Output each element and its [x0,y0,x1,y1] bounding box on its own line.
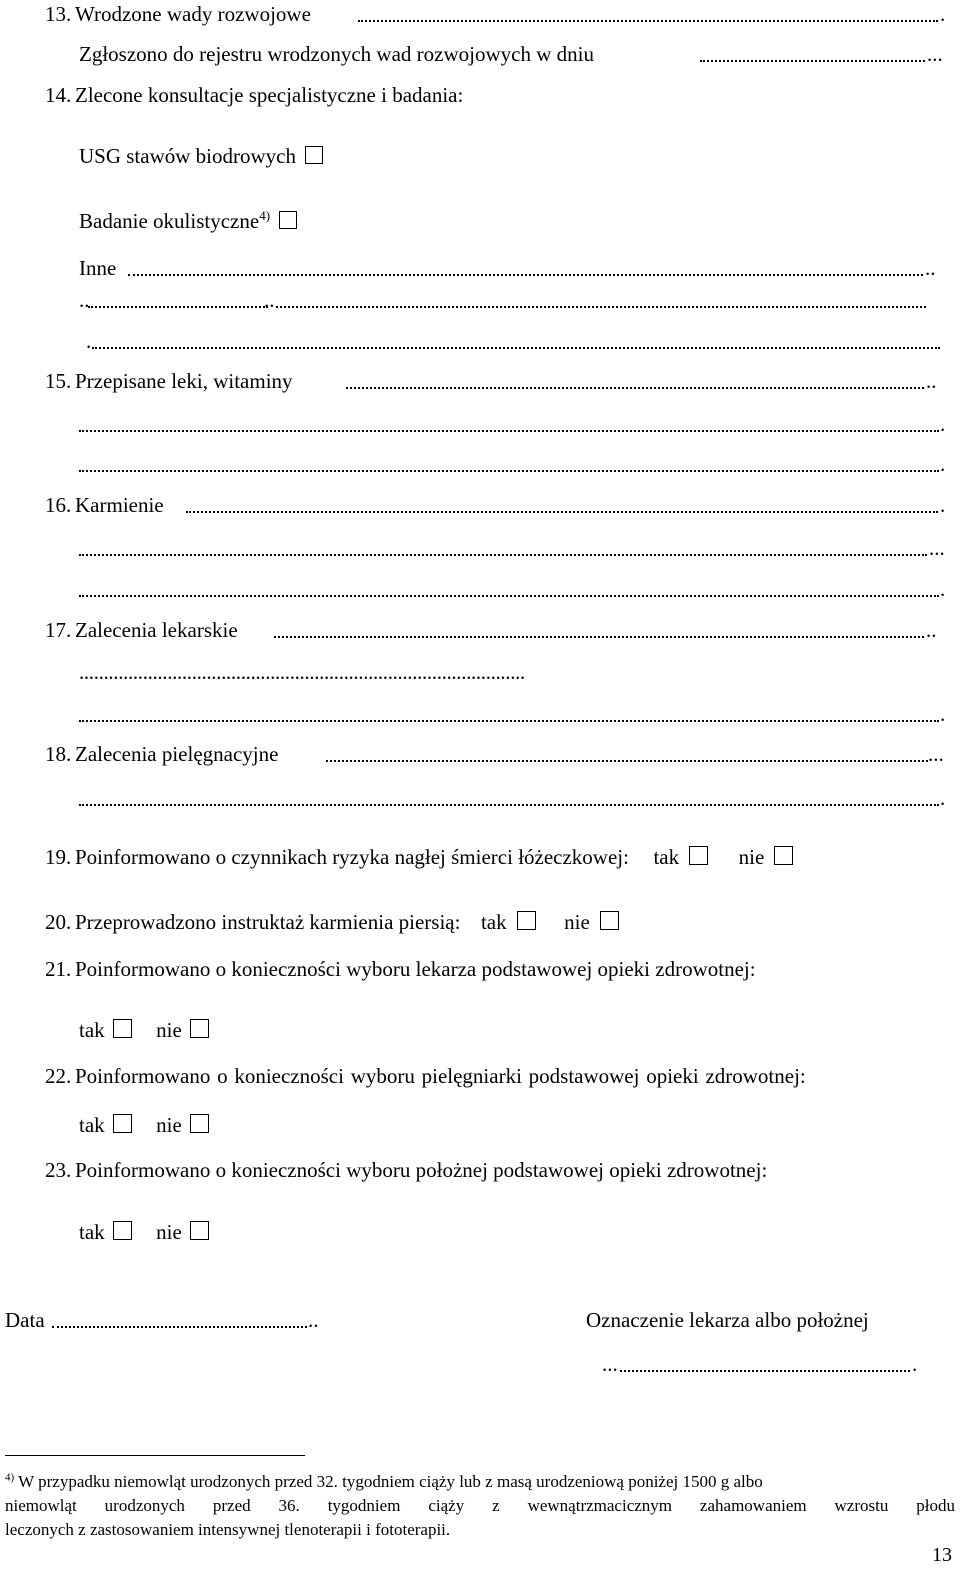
yes-checkbox[interactable] [517,911,536,930]
yes-label: tak [79,1220,105,1244]
fill-end: ... [929,536,945,560]
ophthalmology-checkbox[interactable] [279,211,297,229]
option-other [79,256,116,280]
fill-end: . [940,577,946,601]
yes-label: tak [480,910,507,934]
item-label: Przeprowadzono instruktaż karmienia piersią: [75,910,461,934]
item-23 [45,1158,767,1182]
fill-line[interactable] [326,760,928,762]
no-checkbox[interactable] [190,1221,209,1240]
fill-line[interactable] [274,636,924,638]
yes-label: tak [653,845,680,869]
fill-end: . [940,702,946,726]
item-18 [45,742,278,766]
fill-end: ... [928,742,944,766]
item-17 [45,618,238,642]
fill-end: .. [926,618,937,642]
item-label: Zlecone konsultacje specjalistyczne i badania: [75,83,464,107]
fill-end: . [940,412,946,436]
fill-line[interactable] [92,347,940,349]
item-label: Poinformowano o konieczności wyboru pielęgniarki podstawowej opieki zdrowotnej: [75,1064,806,1088]
item-number: 21. [45,957,72,981]
item-number: 19. [45,845,72,869]
item-label: Przepisane leki, witaminy [75,369,293,393]
signer-field-end: . [912,1352,918,1376]
item-label: Poinformowano o czynnikach ryzyka nagłej śmierci łóżeczkowej: [75,845,629,869]
fill-dots[interactable]: ........................................................................................... [79,660,525,684]
fill-line[interactable] [79,720,939,722]
fill-line[interactable] [276,306,926,308]
fill-end: . [940,452,946,476]
fill-start: . [86,329,92,353]
item-number: 22. [45,1064,72,1088]
signer-field[interactable] [620,1370,910,1372]
yes-label: tak [79,1113,105,1137]
footnote-ref: 4) [259,208,271,223]
item-number: 15. [45,369,72,393]
yes-checkbox[interactable] [113,1019,132,1038]
item-number: 20. [45,910,72,934]
item-14 [45,83,463,107]
item-13-registry [79,42,594,66]
fill-line[interactable] [346,387,924,389]
no-checkbox[interactable] [774,846,793,865]
usg-checkbox[interactable] [305,146,323,164]
signer-label: Oznaczenie lekarza albo położnej [586,1308,869,1332]
item-15 [45,369,293,393]
item-number: 18. [45,742,72,766]
fill-end: ... [927,42,943,66]
item-22 [45,1064,806,1088]
item-21 [45,957,756,981]
item-20 [45,910,619,934]
yes-checkbox[interactable] [113,1114,132,1133]
no-label: nie [738,845,765,869]
no-label: nie [156,1220,182,1244]
fill-line[interactable] [358,20,938,22]
fill-line[interactable] [79,804,939,806]
fill-end: .. [925,256,936,280]
fill-line[interactable] [128,274,923,276]
fill-line[interactable] [79,430,939,432]
option-label: Badanie okulistyczne [79,209,260,233]
item-number: 13. [45,2,72,26]
date-field-end: .. [308,1308,319,1332]
option-ophthalmology [79,209,297,233]
item-13 [45,2,311,26]
item-label: Wrodzone wady rozwojowe [75,2,311,26]
footnote-line-3 [5,1518,955,1542]
date-field[interactable] [52,1326,307,1328]
fill-line[interactable] [700,60,925,62]
footnote-mark: 4) [5,1471,15,1484]
item-label: Poinformowano o konieczności wyboru lekarza podstawowej opieki zdrowotnej: [75,957,756,981]
footnote-text: niemowląt urodzonych przed 36. tygodniem ciąży z wewnątrzmacicznym zahamowaniem wzrostu płodu [5,1496,955,1515]
signer-field-start: ... [602,1352,618,1376]
fill-line[interactable] [79,554,927,556]
no-checkbox[interactable] [190,1114,209,1133]
no-label: nie [156,1113,182,1137]
option-usg [79,144,323,168]
item-label: Zgłoszono do rejestru wrodzonych wad rozwojowych w dniu [79,42,594,66]
no-label: nie [156,1018,182,1042]
item-23-answers [79,1220,209,1244]
no-checkbox[interactable] [600,911,619,930]
footnote-separator [5,1455,305,1456]
yes-label: tak [79,1018,105,1042]
item-21-answers [79,1018,209,1042]
fill-mid: .. [264,288,275,312]
no-label: nie [564,910,590,934]
option-label: Inne [79,256,117,280]
footnote-text: leczonych z zastosowaniem intensywnej tlenoterapii i fototerapii. [5,1520,451,1539]
footnote-line-2 [5,1494,955,1518]
item-number: 23. [45,1158,72,1182]
fill-line[interactable] [79,470,939,472]
footnote-text: W przypadku niemowląt urodzonych przed 32. tygodniem ciąży lub z masą urodzeniową poniżej 1500 g albo [18,1472,763,1491]
item-label: Zalecenia pielęgnacyjne [75,742,279,766]
fill-end: . [940,2,946,26]
fill-end: . [940,786,946,810]
item-number: 17. [45,618,72,642]
yes-checkbox[interactable] [689,846,708,865]
no-checkbox[interactable] [190,1019,209,1038]
fill-line[interactable] [186,511,938,513]
item-label: Zalecenia lekarskie [75,618,238,642]
footnote-line-1 [5,1470,955,1494]
item-label: Karmienie [75,493,164,517]
page-number: 13 [932,1544,952,1566]
item-19 [45,845,793,869]
date-label: Data [5,1308,45,1332]
yes-checkbox[interactable] [113,1221,132,1240]
item-number: 16. [45,493,72,517]
fill-line[interactable] [79,595,939,597]
option-label: USG stawów biodrowych [79,144,296,168]
item-16 [45,493,164,517]
fill-start: .. [79,288,90,312]
fill-line[interactable] [88,306,268,308]
item-22-answers [79,1113,209,1137]
fill-end: . [940,493,946,517]
item-label: Poinformowano o konieczności wyboru położnej podstawowej opieki zdrowotnej: [75,1158,768,1182]
item-number: 14. [45,83,72,107]
fill-end: .. [926,369,937,393]
